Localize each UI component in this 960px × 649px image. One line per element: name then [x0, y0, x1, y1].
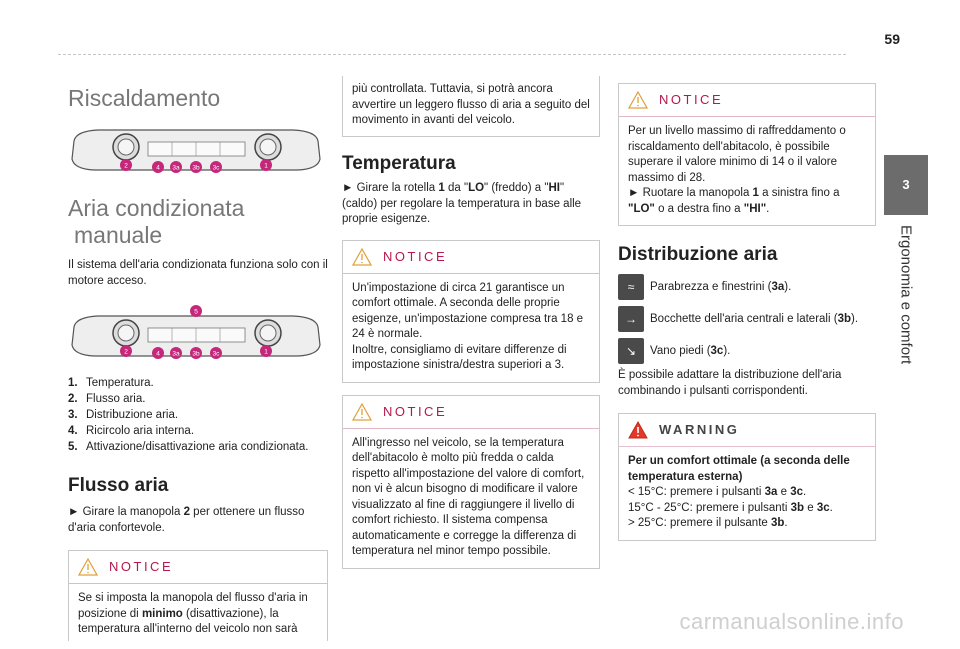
panel-label: 3b [192, 350, 200, 358]
panel-label: 1 [264, 348, 268, 356]
chapter-title: Ergonomia e comfort [897, 225, 915, 365]
panel-label: 4 [156, 164, 160, 172]
footwell-icon: ↘ [618, 338, 644, 364]
legend-list [68, 375, 328, 455]
top-divider [58, 54, 846, 55]
list-item: 2. Flusso aria. [68, 393, 146, 406]
intro-text: Il sistema dell'aria condizionata funziona solo con il motore acceso. [68, 259, 328, 287]
column-2 [342, 76, 600, 569]
panel-label: 5 [194, 308, 198, 316]
notice-label: NOTICE [109, 559, 174, 575]
temp-text: ► Girare la rotella 1 da "LO" (freddo) a "HI" (caldo) per regolare la temperatura in base alle proprie esigenze. [342, 182, 582, 225]
list-item: ≈ Parabrezza e finestrini (3a). [618, 272, 876, 302]
notice-label: NOTICE [383, 248, 448, 264]
panel-label: 4 [156, 350, 160, 358]
notice-box [68, 550, 328, 641]
notice-box [618, 83, 876, 226]
column-1 [68, 75, 328, 641]
notice-body: All'ingresso nel veicolo, se la temperatura dell'abitacolo è molto più fredda o calda rispetto all'impostazione del valore di comfort, non vi è alcun bisogno di modificare il valore visualizzato al fine di raggiungere il livello di comfort richiesto. Il sistema compensa automaticamente e corregge la differenza di temperatura nel minor tempo possibile. [343, 428, 599, 568]
distribution-list [618, 272, 876, 366]
panel-label: 3b [192, 164, 200, 172]
heading-flusso-aria: Flusso aria [68, 475, 169, 497]
panel-label: 2 [124, 162, 128, 170]
notice-continued-box [342, 76, 600, 137]
panel-label: 3a [172, 350, 180, 358]
notice-label: NOTICE [383, 403, 448, 419]
warning-triangle-icon [628, 91, 648, 109]
column-3 [618, 83, 876, 541]
notice-box [342, 395, 600, 569]
face-vent-icon: → [618, 306, 644, 332]
panel-label: 3c [212, 350, 220, 358]
page-number: 59 [884, 31, 900, 47]
list-item: → Bocchette dell'aria centrali e laterali (3b). [618, 304, 876, 334]
list-item: 1. Temperatura. [68, 377, 154, 390]
control-panel-image-1 [68, 125, 323, 177]
panel-label: 3a [172, 164, 180, 172]
warning-triangle-icon [352, 403, 372, 421]
notice-box [342, 240, 600, 383]
notice-label: NOTICE [659, 92, 724, 107]
warning-triangle-icon [352, 248, 372, 266]
heading-temperatura: Temperatura [342, 153, 456, 174]
notice-continued-body: più controllata. Tuttavia, si potrà ancora avvertire un leggero flusso di aria a seguito del movimento in avanti del veicolo. [352, 83, 590, 126]
notice-body: Un'impostazione di circa 21 garantisce un comfort ottimale. A seconda delle proprie esigenze, un'impostazione compresa tra 18 e 24 è normale. Inoltre, consigliamo di evitare differenze di impostazione sinistra/destra superiori a 3. [343, 273, 599, 382]
heading-line-1: Aria condizionata [68, 195, 245, 222]
flow-text: ► Girare la manopola 2 per ottenere un flusso d'aria confortevole. [68, 506, 305, 534]
list-item: 3. Distribuzione aria. [68, 409, 179, 422]
distribution-note: È possibile adattare la distribuzione dell'aria combinando i pulsanti corrispondenti. [618, 369, 842, 397]
heading-aria-condizionata [68, 195, 328, 248]
warning-body: Per un comfort ottimale (a seconda delle temperatura esterna) < 15°C: premere i pulsanti 3a e 3c. 15°C - 25°C: premere i pulsanti 3b e 3c. > 25°C: premere il pulsante 3b. [619, 446, 875, 540]
notice-body: Per un livello massimo di raffreddamento o riscaldamento dell'abitacolo, è possibile superare il valore minimo di 14 o il valore massimo di 28. ► Ruotare la manopola 1 a sinistra fino a "LO" o a destra fino a "HI". [619, 116, 875, 225]
windscreen-icon: ≈ [618, 274, 644, 300]
warning-label: WARNING [659, 422, 740, 437]
panel-label: 1 [264, 162, 268, 170]
watermark: carmanualsonline.info [679, 609, 904, 634]
list-item: ↘ Vano piedi (3c). [618, 336, 876, 366]
panel-label: 2 [124, 348, 128, 356]
heading-line-2: manuale [74, 221, 163, 248]
list-item: 4. Ricircolo aria interna. [68, 425, 195, 438]
list-item: 5. Attivazione/disattivazione aria condizionata. [68, 441, 309, 454]
warning-triangle-icon [628, 421, 648, 439]
notice-body: Se si imposta la manopola del flusso d'aria in posizione di minimo (disattivazione), la temperatura all'interno del veicolo non sarà [69, 583, 327, 646]
panel-label: 3c [212, 164, 220, 172]
heading-distribuzione-aria: Distribuzione aria [618, 244, 778, 265]
warning-box [618, 413, 876, 541]
chapter-sidebar [884, 155, 928, 603]
heading-riscaldamento: Riscaldamento [68, 85, 221, 111]
control-panel-image-2 [68, 303, 323, 363]
chapter-tab[interactable]: 3 [884, 155, 928, 215]
warning-triangle-icon [78, 558, 98, 576]
